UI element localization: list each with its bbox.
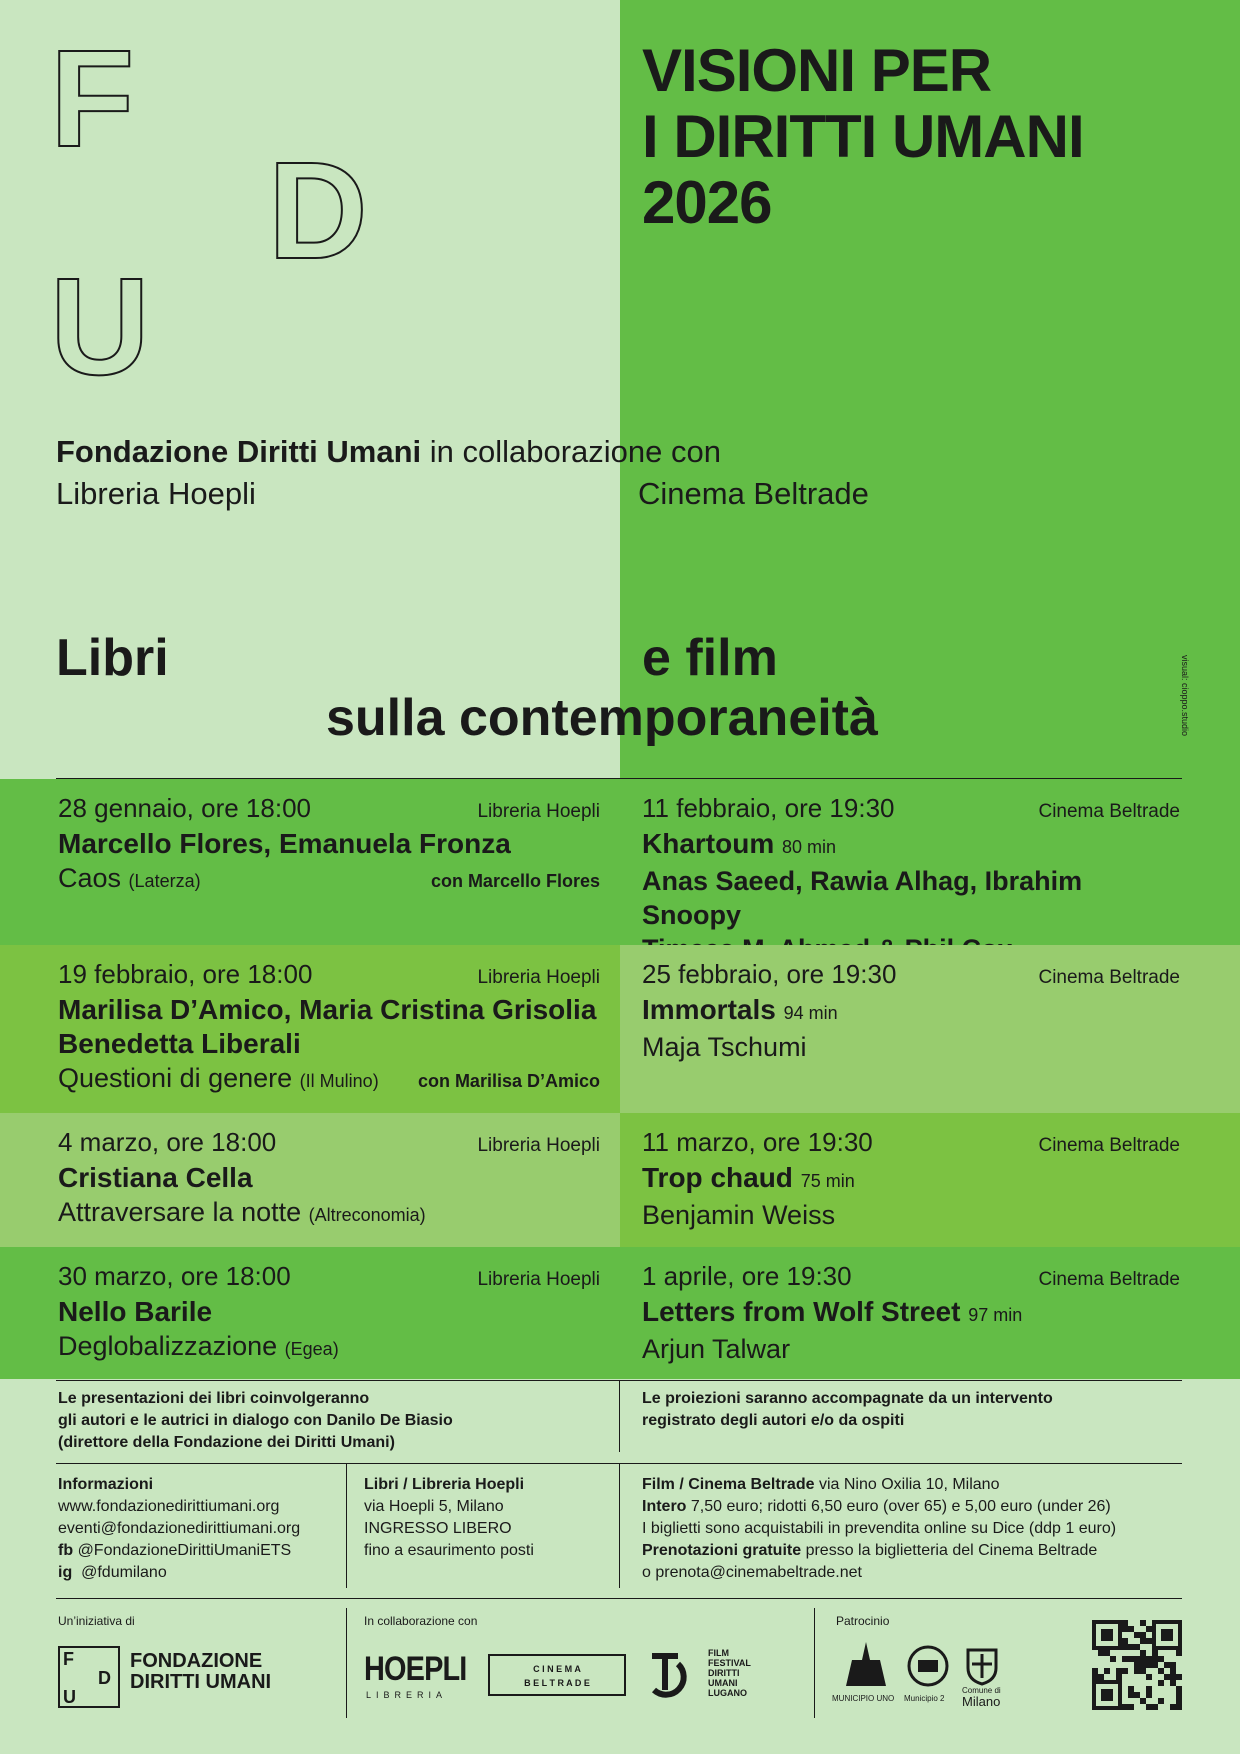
divider-vertical [346, 1608, 347, 1718]
film-directors: Anas Saeed, Rawia Alhag, Ibrahim Snoopy [642, 866, 1083, 930]
booking-label: Prenotazioni gratuite [642, 1542, 802, 1559]
municipio-uno-icon [836, 1640, 896, 1688]
film-line [642, 827, 1180, 864]
divider-vertical [346, 1463, 347, 1588]
event-date: 11 febbraio, ore 19:30 [642, 793, 895, 823]
festival-line: FILM [708, 1648, 729, 1658]
event-header [642, 959, 1180, 993]
logo-letter-f: F [50, 22, 135, 176]
event-venue: Libreria Hoepli [477, 801, 600, 822]
festival-logo-text [708, 1648, 751, 1698]
partner-beltrade: Cinema Beltrade [638, 476, 869, 511]
book-authors: Marcello Flores, Emanuela Fronza [58, 828, 511, 859]
books-note [58, 1388, 453, 1454]
film-event [620, 1113, 1240, 1247]
films-info-column [642, 1474, 1116, 1584]
facebook-link[interactable]: @FondazioneDirittiUmaniETS [77, 1542, 292, 1559]
film-event [620, 945, 1240, 1113]
event-venue: Cinema Beltrade [1038, 801, 1180, 822]
film-title: Trop chaud [642, 1162, 793, 1193]
event-header [58, 959, 600, 993]
film-directors: Benjamin Weiss [642, 1200, 836, 1230]
logo-letter-d: D [268, 134, 368, 288]
fdu-logo-name [130, 1651, 271, 1693]
limit-info: fino a esaurimento posti [364, 1542, 534, 1559]
info-column [58, 1474, 300, 1584]
org-name: Fondazione Diritti Umani [56, 434, 422, 469]
festival-line: DIRITTI [708, 1668, 740, 1678]
fdu-logo-name-line: DIRITTI UMANI [130, 1671, 272, 1693]
book-publisher: (Il Mulino) [299, 1071, 379, 1091]
title-line-3: 2026 [642, 169, 772, 236]
email-link[interactable]: eventi@fondazionedirittiumani.org [58, 1520, 301, 1537]
entry-info: INGRESSO LIBERO [364, 1520, 512, 1537]
initiative-label: Un’iniziativa di [58, 1614, 135, 1628]
event-date: 30 marzo, ore 18:00 [58, 1261, 291, 1291]
book-authors: Benedetta Liberali [58, 1028, 301, 1059]
price-label: Intero [642, 1498, 687, 1515]
festival-line: LUGANO [708, 1688, 747, 1698]
film-line [642, 993, 1180, 1030]
film-duration: 97 min [968, 1305, 1023, 1325]
hoepli-address: via Hoepli 5, Milano [364, 1498, 504, 1515]
book-title: Caos [58, 863, 122, 893]
hoepli-logo: HOEPLI [364, 1650, 467, 1688]
books-note-line: Le presentazioni dei libri coinvolgeranno [58, 1390, 370, 1407]
fb-label: fb [58, 1542, 74, 1559]
events-grid [0, 779, 1240, 1379]
book-event [0, 779, 620, 945]
event-header [58, 793, 600, 827]
book-line [58, 1195, 600, 1232]
film-duration: 94 min [783, 1003, 838, 1023]
book-line [58, 1061, 600, 1098]
book-moderator: con Marcello Flores [430, 871, 600, 891]
title-line-1: VISIONI PER [642, 37, 992, 104]
title-line-2: I DIRITTI UMANI [642, 103, 1084, 170]
hoepli-logo-sub: LIBRERIA [366, 1690, 448, 1700]
festival-line: FESTIVAL [708, 1658, 751, 1668]
event-venue: Libreria Hoepli [477, 1135, 600, 1156]
event-venue: Libreria Hoepli [477, 967, 600, 988]
book-authors: Marilisa D’Amico, Maria Cristina Grisolia [58, 994, 597, 1025]
event-venue: Cinema Beltrade [1038, 1269, 1180, 1290]
book-publisher: (Altreconomia) [308, 1205, 426, 1225]
fdu-logo-name-line: FONDAZIONE [130, 1650, 263, 1672]
book-title: Deglobalizzazione [58, 1331, 278, 1361]
fdu-logo-letter: F [63, 1649, 74, 1669]
booking-info: presso la biglietteria del Cinema Beltrade [801, 1542, 1098, 1559]
books-info-column [364, 1474, 534, 1562]
book-event [0, 1247, 620, 1379]
municipio-uno-label: MUNICIPIO UNO [832, 1694, 895, 1703]
fdu-logo-mark [58, 1646, 120, 1708]
beltrade-logo-line: C I N E M A [533, 1664, 581, 1674]
logo-letter-u: U [50, 250, 150, 404]
film-event [620, 1247, 1240, 1379]
film-title: Immortals [642, 994, 776, 1025]
collab-text: in collaborazione con [421, 434, 721, 469]
beltrade-logo [488, 1654, 626, 1696]
heading-books: Libri [56, 629, 169, 687]
event-venue: Cinema Beltrade [1038, 967, 1180, 988]
book-line [58, 861, 600, 898]
municipio-2-label: Municipio 2 [904, 1694, 945, 1703]
event-header [642, 793, 1180, 827]
event-header [58, 1127, 600, 1161]
event-date: 25 febbraio, ore 19:30 [642, 959, 897, 989]
page-title [642, 38, 1084, 236]
book-moderator: con Marilisa D’Amico [417, 1071, 600, 1091]
collaboration-line [56, 432, 721, 472]
book-line [58, 1329, 600, 1366]
qr-code-icon[interactable] [1092, 1620, 1182, 1710]
event-venue: Libreria Hoepli [477, 1269, 600, 1290]
instagram-link[interactable]: @fdumilano [81, 1564, 167, 1581]
book-publisher: (Laterza) [128, 871, 201, 891]
film-line [642, 1295, 1180, 1332]
film-duration: 75 min [800, 1171, 855, 1191]
film-title: Khartoum [642, 828, 775, 859]
comune-milano-label: Milano [962, 1694, 1001, 1709]
municipio-2-icon [906, 1644, 950, 1688]
event-date: 1 aprile, ore 19:30 [642, 1261, 852, 1291]
comune-crest-icon [962, 1640, 1002, 1686]
event-header [58, 1261, 600, 1295]
ig-label: ig [58, 1564, 73, 1581]
books-note-line: (direttore della Fondazione dei Diritti Umani) [58, 1434, 395, 1451]
event-header [642, 1127, 1180, 1161]
fdu-logo-letter: D [98, 1668, 111, 1688]
books-info-heading: Libri / Libreria Hoepli [364, 1476, 525, 1493]
visual-credit: visual: cioppo.studio [1180, 655, 1190, 737]
event-venue: Cinema Beltrade [1038, 1135, 1180, 1156]
booking-email[interactable]: o prenota@cinemabeltrade.net [642, 1564, 862, 1581]
tickets-info: I biglietti sono acquistabili in prevendita online su Dice (ddp 1 euro) [642, 1520, 1117, 1537]
fdu-logo-letter: U [63, 1687, 76, 1707]
event-date: 4 marzo, ore 18:00 [58, 1127, 277, 1157]
films-info-heading: Film / Cinema Beltrade [642, 1476, 815, 1493]
film-title: Letters from Wolf Street [642, 1296, 961, 1327]
book-title: Attraversare la notte [58, 1197, 302, 1227]
film-directors: Maja Tschumi [642, 1032, 807, 1062]
website-link[interactable]: www.fondazionedirittiumani.org [58, 1498, 280, 1515]
books-note-line: gli autori e le autrici in dialogo con Danilo De Biasio [58, 1412, 453, 1429]
heading-subtitle: sulla contemporaneità [326, 689, 878, 747]
comune-label: Comune di [962, 1686, 1001, 1695]
event-date: 19 febbraio, ore 18:00 [58, 959, 313, 989]
book-publisher: (Egea) [284, 1339, 339, 1359]
divider-vertical [619, 1463, 620, 1588]
info-heading: Informazioni [58, 1476, 154, 1493]
beltrade-address: via Nino Oxilia 10, Milano [814, 1476, 1000, 1493]
divider-vertical [814, 1608, 815, 1718]
film-line [642, 1161, 1180, 1198]
patronage-label: Patrocinio [836, 1614, 890, 1628]
festival-line: UMANI [708, 1678, 738, 1688]
partner-hoepli: Libreria Hoepli [56, 476, 256, 511]
divider-vertical [619, 1380, 620, 1452]
film-directors: Arjun Talwar [642, 1334, 791, 1364]
book-authors: Nello Barile [58, 1296, 213, 1327]
films-note-line: Le proiezioni saranno accompagnate da un intervento [642, 1390, 1053, 1407]
event-date: 11 marzo, ore 19:30 [642, 1127, 873, 1157]
book-authors: Cristiana Cella [58, 1162, 253, 1193]
film-duration: 80 min [782, 837, 837, 857]
heading-films: e film [642, 629, 778, 687]
price-info: 7,50 euro; ridotti 6,50 euro (over 65) e 5,00 euro (under 26) [686, 1498, 1111, 1515]
divider [56, 1598, 1182, 1599]
book-event [0, 1113, 620, 1247]
festival-logo-icon [648, 1648, 700, 1700]
book-title: Questioni di genere [58, 1063, 293, 1093]
film-event [620, 779, 1240, 945]
book-event [0, 945, 620, 1113]
films-note [642, 1388, 1053, 1432]
event-date: 28 gennaio, ore 18:00 [58, 793, 311, 823]
beltrade-logo-line: B E L T R A D E [524, 1678, 590, 1688]
collab-label: In collaborazione con [364, 1614, 478, 1628]
films-note-line: registrato degli autori e/o da ospiti [642, 1412, 905, 1429]
event-header [642, 1261, 1180, 1295]
